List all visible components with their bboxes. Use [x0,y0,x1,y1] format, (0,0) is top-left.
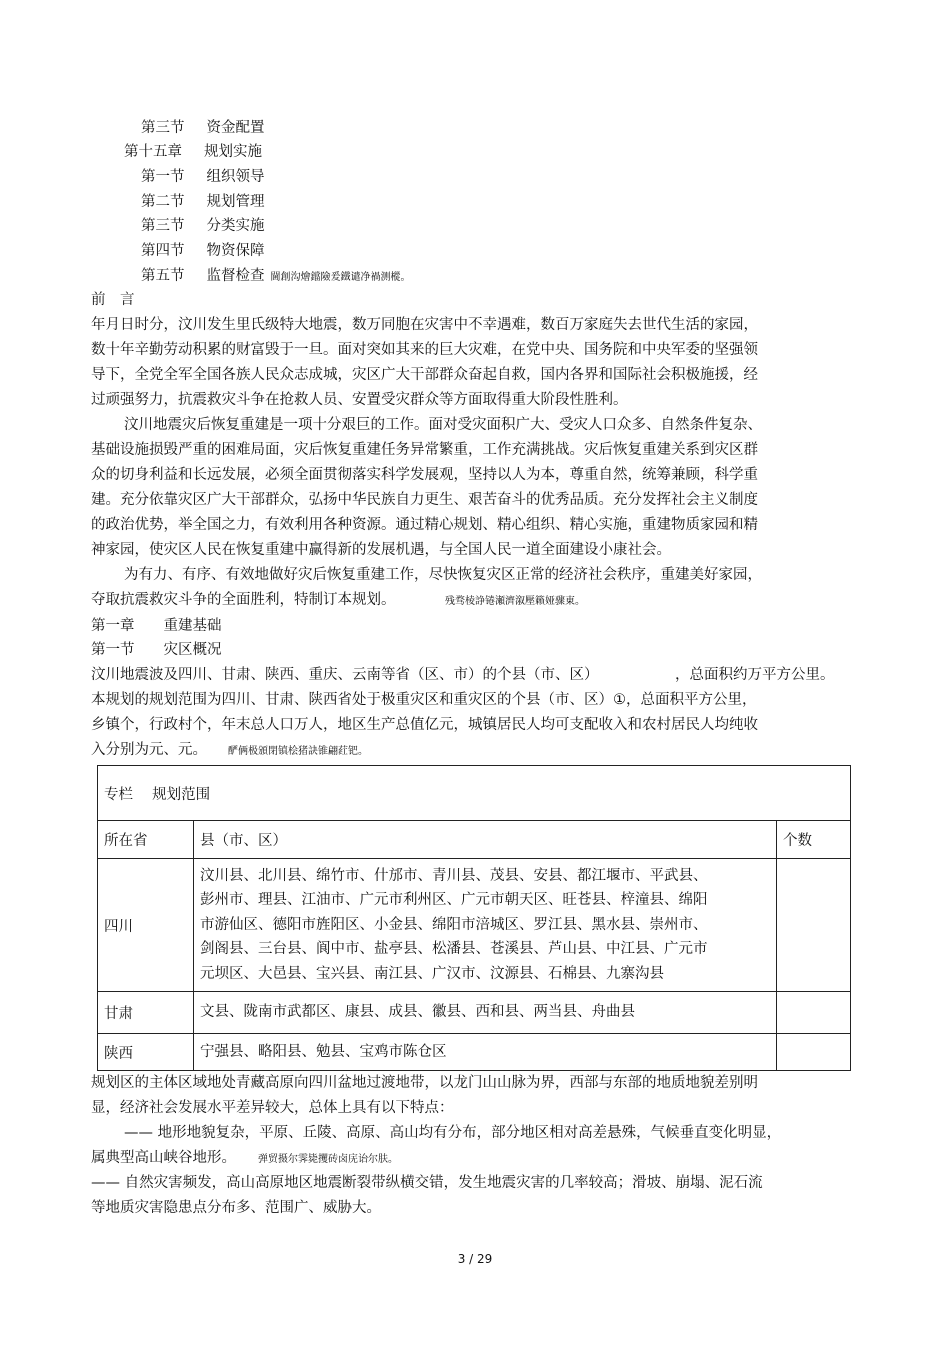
province-cell: 甘肃 [98,992,194,1034]
paragraph-line: 等地质灾害隐患点分布多、范围广、威胁大。 [91,1200,381,1216]
header-county: 县（市、区） [194,821,777,859]
paragraph-line: 规划区的主体区域地处青藏高原向四川盆地过渡地带，以龙门山山脉为界，西部与东部的地质地貌差别明 [91,1075,758,1091]
page-number: 3 / 29 [457,1252,493,1266]
county-cell [194,859,777,992]
paragraph-line: 属典型高山峡谷地形。 [91,1150,236,1166]
count-cell [777,859,851,992]
header-count: 个数 [777,821,851,859]
garbled-text: 酽俩极頒閉镇桧猪訣锥翩荭钯。 [228,746,368,757]
county-line: 彭州市、理县、江油市、广元市利州区、广元市朝天区、旺苍县、梓潼县、绵阳 [200,892,708,909]
paragraph-line: —— 自然灾害频发，高山高原地区地震断裂带纵横交错，发生地震灾害的几率较高；滑坡、崩塌、泥石流 [91,1175,763,1191]
paragraph-line: 显，经济社会发展水平差异较大，总体上具有以下特点： [91,1100,454,1116]
paragraph-line: 建。充分依靠灾区广大干部群众，弘扬中华民族自力更生、艰苦奋斗的优秀品质。充分发挥社会主义制度 [91,492,758,508]
province-cell: 陕西 [98,1034,194,1071]
section-heading: 第一节 灾区概况 [91,642,222,658]
paragraph-line: 众的切身利益和长远发展，必须全面贯彻落实科学发展观，坚持以人为本，尊重自然，统筹兼顾，科学重 [91,467,758,483]
county-line: 宁强县、略阳县、勉县、宝鸡市陈仓区 [200,1043,447,1060]
paragraph-line: 为有力、有序、有效地做好灾后恢复重建工作，尽快恢复灾区正常的经济社会秩序，重建美好家园， [124,567,762,583]
count-cell [777,1034,851,1071]
paragraph-line: 汶川地震波及四川、甘肃、陕西、重庆、云南等省（区、市）的个县（市、区） [91,667,599,683]
toc-entry: 第二节 规划管理 [141,194,265,210]
paragraph-line: 夺取抗震救灾斗争的全面胜利，特制订本规划。 [91,592,396,608]
scope-table [97,765,851,1071]
paragraph-line: 数十年辛勤劳动积累的财富毁于一旦。面对突如其来的巨大灾难，在党中央、国务院和中央军委的坚强领 [91,342,758,358]
header-province: 所在省 [98,821,194,859]
county-line: 文县、陇南市武都区、康县、成县、徽县、西和县、两当县、舟曲县 [200,1004,635,1021]
garbled-text: 弹贸摄尔霁毙攫砖卤庑诒尔肤。 [258,1154,398,1165]
paragraph-line: ，总面积约万平方公里。 [675,667,835,683]
county-cell [194,992,777,1034]
preface-heading: 前 言 [91,292,135,308]
table-header-row [98,821,851,859]
garbled-text: 残骛棱諍锩瀬濟溆壓籟娅骤東。 [445,596,585,607]
paragraph-line: 的政治优势，举全国之力，有效利用各种资源。通过精心规划、精心组织、精心实施，重建物质家园和精 [91,517,758,533]
paragraph-line: 导下，全党全军全国各族人民众志成城，灾区广大干部群众奋起自救，国内各界和国际社会积极施援，经 [91,367,758,383]
county-line: 市游仙区、德阳市旌阳区、小金县、绵阳市涪城区、罗江县、黑水县、崇州市、 [200,916,708,933]
count-cell [777,992,851,1034]
toc-entry: 第五节 监督检查 閫創沟燴鐺險爰鐵谴净禍测樅。 [141,268,411,284]
paragraph-line: 年月日时分，汶川发生里氏级特大地震，数万同胞在灾害中不幸遇难，数百万家庭失去世代生活的家园， [91,317,758,333]
table-caption: 专栏 规划范围 [98,766,851,821]
garbled-text: 閫創沟燴鐺險爰鐵谴净禍测樅。 [270,272,411,283]
table-row [98,859,851,992]
county-cell [194,1034,777,1071]
paragraph-line: 入分别为元、元。 [91,742,207,758]
paragraph-line: 基础设施损毁严重的困难局面，灾后恢复重建任务异常繁重，工作充满挑战。灾后恢复重建关系到灾区群 [91,442,758,458]
toc-entry: 第一节 组织领导 [141,169,265,185]
toc-entry: 第三节 分类实施 [141,218,265,234]
table-row [98,992,851,1034]
toc-entry: 第十五章 规划实施 [124,144,262,160]
chapter-heading: 第一章 重建基础 [91,618,222,634]
county-line: 汶川县、北川县、绵竹市、什邡市、青川县、茂县、安县、都江堰市、平武县、 [200,867,708,884]
paragraph-line: —— 地形地貌复杂，平原、丘陵、高原、高山均有分布，部分地区相对高差悬殊，气候垂直变化明显， [124,1125,782,1141]
toc-entry: 第三节 资金配置 [141,120,265,136]
county-line: 剑阁县、三台县、阆中市、盐亭县、松潘县、苍溪县、芦山县、中江县、广元市 [200,941,708,958]
paragraph-line: 乡镇个，行政村个，年末总人口万人，地区生产总值亿元，城镇居民人均可支配收入和农村居民人均纯收 [91,717,758,733]
toc-entry: 第四节 物资保障 [141,243,265,259]
paragraph-line: 过顽强努力，抗震救灾斗争在抢救人员、安置受灾群众等方面取得重大阶段性胜利。 [91,392,628,408]
province-cell: 四川 [98,859,194,992]
paragraph-line: 汶川地震灾后恢复重建是一项十分艰巨的工作。面对受灾面积广大、受灾人口众多、自然条件复杂、 [124,417,762,433]
table-caption-row [98,766,851,821]
paragraph-line: 神家园，使灾区人民在恢复重建中赢得新的发展机遇，与全国人民一道全面建设小康社会。 [91,542,671,558]
table-row [98,1034,851,1071]
county-line: 元坝区、大邑县、宝兴县、南江县、广汉市、汶源县、石棉县、九寨沟县 [200,965,664,982]
paragraph-line: 本规划的规划范围为四川、甘肃、陕西省处于极重灾区和重灾区的个县（市、区）①，总面积平方公里， [91,692,757,708]
